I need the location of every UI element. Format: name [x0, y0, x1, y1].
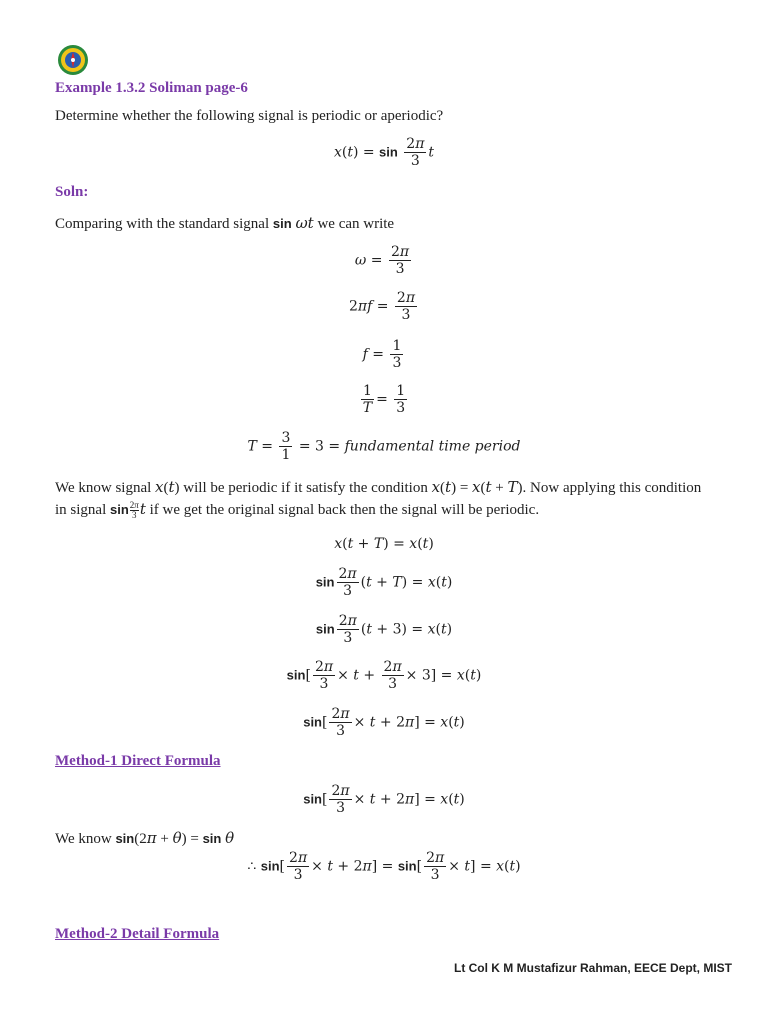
equation-periodic-condition: x(t + T) = x(t) [334, 536, 434, 552]
periodic-line1-a: We know signal [55, 480, 152, 496]
question-text: Determine whether the following signal is periodic or aperiodic? [55, 108, 444, 124]
periodic-condition-line1: We know signal x(t) will be periodic if it satisfy the condition x(t) = x(t + T). Now applying this condition [55, 478, 702, 496]
periodic-line1-c: . Now applying this condition [522, 480, 702, 496]
equation-2pif: 2πf = $\frac{2\pi}{3}$ [348, 290, 416, 324]
periodic-line2-b: if we get the original signal back then the signal will be periodic. [149, 502, 540, 518]
example-title: Example 1.3.2 Soliman page-6 [55, 80, 248, 96]
university-crest-logo [57, 44, 89, 76]
identity-prefix: We know [55, 831, 112, 847]
identity-text: We know sin(2π + θ) = sin θ [55, 829, 235, 847]
equation-method1: sin[ $\frac{2\pi}{3}$ × t + 2π] = x(t) [303, 783, 465, 817]
equation-T: T = $\frac{3}{1}$ = 3 = fundamental time period [247, 430, 521, 464]
periodic-line1-b: will be periodic if it satisfy the condition [183, 480, 428, 496]
periodic-line2-a: in signal [55, 502, 107, 518]
fundamental-period-label: fundamental time period [344, 438, 521, 455]
equation-step1: sin $\frac{2\pi}{3}$ (t + T) = x(t) [315, 566, 453, 600]
compare-text-prefix: Comparing with the standard signal [55, 216, 270, 232]
compare-text-suffix: we can write [317, 216, 395, 232]
periodic-condition-line2: in signal sin $\frac{2\pi}{3}$ t if we get the original signal back then the signal will be periodic. [55, 499, 540, 521]
equation-step4: sin[ $\frac{2\pi}{3}$ × t + 2π] = x(t) [303, 706, 465, 740]
equation-1-over-T: $\frac{1}{T}$ = $\frac{1}{3}$ [362, 383, 406, 417]
method1-heading: Method-1 Direct Formula [55, 753, 221, 769]
equation-step2: sin $\frac{2\pi}{3}$ (t + 3) = x(t) [315, 613, 453, 647]
equation-signal: x(t) = sin $\frac{2\pi}{3}$ t [333, 136, 435, 170]
solution-label: Soln: [55, 184, 89, 200]
compare-text: Comparing with the standard signal sin ωt we can write [55, 214, 395, 232]
equation-f: f = $\frac{1}{3}$ [362, 338, 402, 372]
equation-conclusion: ∴ sin[ $\frac{2\pi}{3}$ × t + 2π] = sin[ $\frac{2\pi}{3}$ × t] = x(t) [247, 850, 521, 884]
equation-step3: sin[ $\frac{2\pi}{3}$ × t + $\frac{2\pi}{3}$ × 3] = x(t) [286, 659, 482, 693]
method2-heading: Method-2 Detail Formula [55, 926, 220, 942]
equation-omega: ω = $\frac{2\pi}{3}$ [354, 244, 410, 278]
footer-author: Lt Col K M Mustafizur Rahman, EECE Dept, MIST [453, 961, 732, 975]
